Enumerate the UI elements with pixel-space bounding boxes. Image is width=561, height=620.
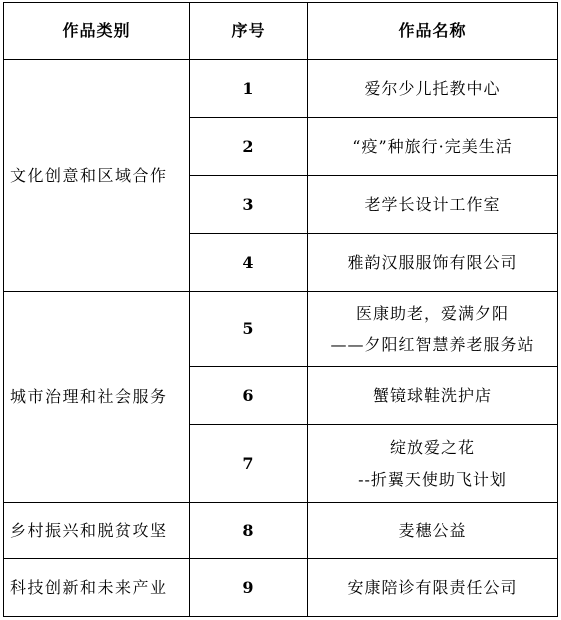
work-name: 爱尔少儿托教中心 bbox=[308, 60, 558, 118]
header-name: 作品名称 bbox=[308, 3, 558, 60]
row-number: 1 bbox=[190, 60, 308, 118]
category-cell: 城市治理和社会服务 bbox=[4, 292, 190, 503]
row-number: 9 bbox=[190, 559, 308, 617]
row-number: 5 bbox=[190, 292, 308, 367]
table-row bbox=[4, 292, 558, 367]
work-name: 医康助老，爱满夕阳 ——夕阳红智慧养老服务站 bbox=[308, 292, 558, 367]
works-table bbox=[3, 2, 558, 617]
work-name: 麦穗公益 bbox=[308, 503, 558, 559]
work-name: 老学长设计工作室 bbox=[308, 176, 558, 234]
table-row bbox=[4, 559, 558, 617]
category-cell: 乡村振兴和脱贫攻坚 bbox=[4, 503, 190, 559]
header-number: 序号 bbox=[190, 3, 308, 60]
work-name: 蟹镜球鞋洗护店 bbox=[308, 367, 558, 425]
work-name: 绽放爱之花 --折翼天使助飞计划 bbox=[308, 425, 558, 503]
category-cell: 文化创意和区域合作 bbox=[4, 60, 190, 292]
row-number: 7 bbox=[190, 425, 308, 503]
work-name: 雅韵汉服服饰有限公司 bbox=[308, 234, 558, 292]
table-row bbox=[4, 503, 558, 559]
row-number: 8 bbox=[190, 503, 308, 559]
category-cell: 科技创新和未来产业 bbox=[4, 559, 190, 617]
row-number: 3 bbox=[190, 176, 308, 234]
row-number: 6 bbox=[190, 367, 308, 425]
table-row bbox=[4, 60, 558, 118]
work-name: 安康陪诊有限责任公司 bbox=[308, 559, 558, 617]
row-number: 2 bbox=[190, 118, 308, 176]
row-number: 4 bbox=[190, 234, 308, 292]
header-category: 作品类别 bbox=[4, 3, 190, 60]
header-row bbox=[4, 3, 558, 60]
work-name: “疫”种旅行·完美生活 bbox=[308, 118, 558, 176]
